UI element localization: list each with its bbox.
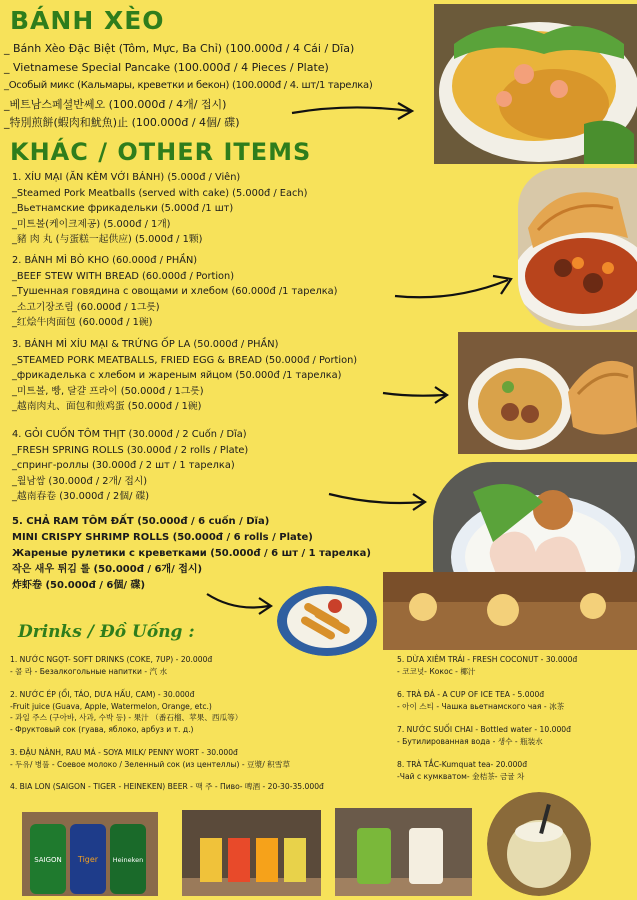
menu-line: _소고기장조림 (60.000đ / 1그릇) [12,301,160,313]
menu-item-banh-mi-xiu-mai [12,337,357,415]
drink-item-line: - 두유/ 병풀 - Соевое молоко / Зеленный сок (из центеллы) - 豆漿/ 积雪草 [10,759,290,769]
menu-line: _спринг-роллы (30.000đ / 2 шт / 1 тарелка) [12,460,235,472]
menu-line: _豬 肉 丸 (与蛋糕一起供应) (5.000đ / 1颗) [12,234,203,246]
menu-item-title: 3. BÁNH MÌ XÍU MẠI & TRỨNG ỐP LA (50.000đ / PHẦN) [12,339,279,350]
menu-line: MINI CRISPY SHRIMP ROLLS (50.000đ / 6 rolls / Plate) [12,532,313,543]
drink-item-title: 6. TRÀ ĐÁ - A CUP OF ICE TEA - 5.000đ [397,690,545,699]
drink-item-line: - Фруктовый сок (гуава, яблоко, арбуз и т. д.) [10,724,194,734]
drink-item-title: 4. BIA LON (SAIGON - TIGER - HEINEKEN) BEER - 맥 주 - Пиво- 啤酒 - 20-30-35.000đ [10,782,324,791]
menu-item-title: 1. XÍU MẠI (ĂN KÈM VỚI BÁNH) (5.000đ / Viên) [12,172,241,183]
drink-item-title: 8. TRÀ TẮC-Kumquat tea- 20.000đ [397,760,528,769]
menu-line: _Тушенная говядина с овощами и хлебом (60.000đ /1 тарелка) [12,286,338,298]
menu-line: _红烩牛肉面包 (60.000đ / 1碗) [12,317,153,329]
menu-item-title: 4. GỎI CUỐN TÔM THỊT (30.000đ / 2 Cuốn / Dĩa) [12,429,247,440]
drink-item-title: 1. NƯỚC NGỌT- SOFT DRINKS (COKE, 7UP) - 20.000đ [10,655,213,664]
beer-can-label: Tiger [77,855,99,864]
banh-xeo-photo [434,4,637,164]
menu-item-banh-mi-bo-kho [12,253,337,331]
drinks-list-left [10,654,324,793]
menu-line: _特別煎餅(蝦肉和魷魚)止 (100.000đ / 4個/ 碟) [4,116,240,130]
menu-line: _Вьетнамские фрикадельки (5.000đ /1 шт) [12,203,234,215]
shrimp-rolls-photo [277,586,377,656]
arrow-icon [327,488,431,512]
menu-item-goi-cuon [12,427,248,505]
fruit-juice-photo [182,810,321,896]
beer-can-label: SAIGON [34,856,62,864]
drink-item-title: 7. NƯỚC SUỐI CHAI - Bottled water - 10.000đ [397,725,571,734]
menu-line: _越南肉丸、面包和煎鸡蛋 (50.000đ / 1碗) [12,401,202,413]
soy-milk-photo [335,808,472,896]
beef-stew-photo [518,168,637,330]
menu-line: 炸虾卷 (50.000đ / 6個/ 碟) [12,580,146,591]
beer-can-label: Heineken [112,856,144,864]
coconut-photo [487,792,591,896]
drink-item-line: - 과일 주스 (구아바, 사과, 수박 등) - 果汁 （番石榴、苹果、西瓜等） [10,713,243,722]
drink-item-line: -Fruit juice (Guava, Apple, Watermelon, Orange, etc.) [10,701,212,711]
arrow-icon [381,383,451,407]
arrow-icon [290,95,420,125]
menu-line: 작은 새우 튀김 롤 (50.000đ / 6개/ 접시) [12,564,203,575]
menu-item-title: 2. BÁNH MÌ BÒ KHO (60.000đ / PHẦN) [12,255,198,266]
menu-line: _월남쌈 (30.000đ / 2개/ 접시) [12,475,148,487]
menu-line: _미트볼, 빵, 달걀 프라이 (50.000đ / 1그릇) [12,385,204,397]
section-title-drinks: Drinks / Đồ Uống : [18,622,195,642]
menu-line: _Особый микс (Кальмары, креветки и бекон) (100.000đ / 4. шт/1 тарелка) [4,80,373,92]
menu-line: _ Vietnamese Special Pancake (100.000đ / 4 Pieces / Plate) [4,60,329,74]
drink-item-line: - 콜 라 - Безалкогольные напитки - 汽 水 [10,666,168,676]
drinks-list-right [397,654,577,782]
menu-line: _FRESH SPRING ROLLS (30.000đ / 2 rolls / Plate) [12,444,249,456]
menu-line: Жареные рулетики с креветками (50.000đ / 6 шт / 1 тарелка) [12,548,372,559]
menu-line: _фрикаделька с хлебом и жареным яйцом (50.000đ /1 тарелка) [12,370,342,382]
arrow-icon [393,268,518,304]
menu-line: _BEEF STEW WITH BREAD (60.000đ / Portion) [12,270,235,282]
section-title-other-items: KHÁC / OTHER ITEMS [10,138,312,166]
menu-line: _ Bánh Xèo Đặc Biệt (Tôm, Mực, Ba Chỉ) (100.000đ / 4 Cái / Dĩa) [4,42,355,55]
menu-item-title: 5. CHẢ RAM TÔM ĐẤT (50.000đ / 6 cuốn / Dĩa) [12,516,270,527]
drink-item-title: 5. DỪA XIÊM TRÁI - FRESH COCONUT - 30.000đ [397,655,578,664]
menu-line: _STEAMED PORK MEATBALLS, FRIED EGG & BREAD (50.000đ / Portion) [12,354,358,366]
drink-item-line: - 아이 스티 - Чашка вьетнамского чая - 冰茶 [397,701,565,711]
drink-item-title: 2. NƯỚC ÉP (ỔI, TÁO, DƯA HẤU, CAM) - 30.000đ [10,690,195,699]
drink-item-title: 3. ĐẬU NÀNH, RAU MÁ - SOYA MILK/ PENNY WORT - 30.000đ [10,748,238,757]
menu-line: _미트볼(케이크제공) (5.000đ / 1개) [12,218,171,230]
menu-line: _越南春卷 (30.000đ / 2個/ 碟) [12,491,150,503]
menu-line: _베트남스페셜반쎄오 (100.000đ / 4개/ 접시) [4,97,227,111]
drink-item-line: -Чай с кумкватом- 金桔茶- 금귤 차 [397,771,525,781]
beer-cans-photo [22,812,158,896]
drink-item-line: - 코코넛- Кокос - 椰汁 [397,666,476,676]
section-title-banh-xeo: BÁNH XÈO [10,6,165,35]
arrow-icon [205,590,275,616]
menu-item-cha-ram [12,514,371,594]
meatball-bread-photo [458,332,637,454]
drink-item-line: - Бутилированная вода - 생수 - 瓶装水 [397,736,543,746]
menu-line: _Steamed Pork Meatballs (served with cake) (5.000đ / Each) [12,187,308,199]
drinks-header-photo [383,572,637,650]
menu-item-xiu-mai [12,170,307,248]
